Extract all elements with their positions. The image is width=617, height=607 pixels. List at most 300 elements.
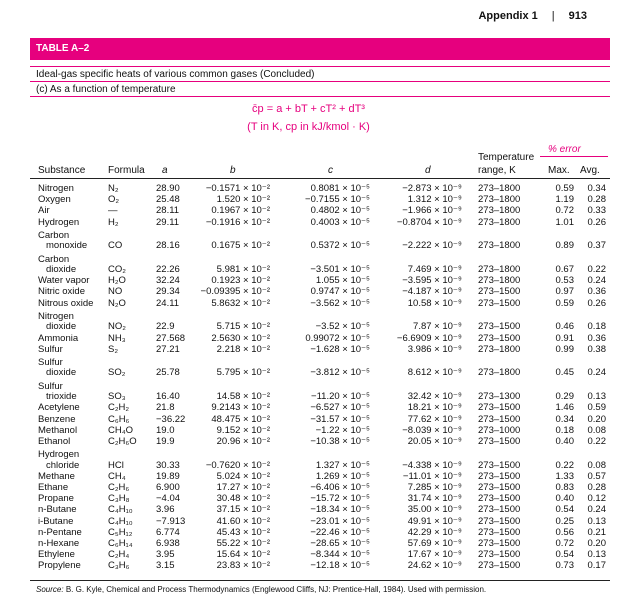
- table-row: [0, 402, 617, 414]
- max-error-cell: 0.89: [555, 240, 574, 252]
- temp-range-cell: 273–1800: [478, 240, 521, 252]
- max-error-cell: 0.22: [555, 459, 574, 471]
- substance-cell: Methanol: [38, 424, 78, 436]
- percent-error-underline: [540, 156, 608, 157]
- substance-cell: n-Hexane: [38, 538, 80, 549]
- coef-d-cell: 24.62 × 10⁻⁹: [407, 560, 462, 572]
- coef-b-cell: 14.58 × 10⁻²: [216, 391, 270, 403]
- temp-range-cell: 273–1500: [478, 493, 521, 505]
- table-row: [0, 471, 617, 483]
- coef-b-cell: 30.48 × 10⁻²: [216, 493, 270, 505]
- coef-c-cell: 1.055 × 10⁻⁵: [315, 275, 370, 287]
- coef-b-cell: 0.1923 × 10⁻²: [211, 275, 270, 287]
- formula-cell: C₂H₆: [108, 482, 130, 493]
- substance-cell: dioxide: [46, 367, 77, 379]
- coef-b-cell: 5.024 × 10⁻²: [216, 470, 270, 482]
- formula-cell: HCl: [108, 459, 124, 471]
- table-label: TABLE A–2: [36, 43, 90, 54]
- table-row: [0, 275, 617, 287]
- substance-cell: Sulfur: [38, 343, 63, 355]
- formula-cell: C₄H₁₀: [108, 515, 133, 527]
- coef-b-cell: 9.2143 × 10⁻²: [211, 402, 270, 414]
- coef-d-cell: 42.29 × 10⁻⁹: [407, 526, 462, 538]
- temp-range-cell: 273–1500: [478, 515, 521, 527]
- temp-range-cell: 273–1800: [478, 205, 521, 217]
- avg-error-cell: 0.37: [587, 240, 606, 252]
- avg-error-cell: 0.13: [587, 549, 606, 561]
- table-row: [0, 298, 617, 310]
- coef-a-cell: 29.34: [156, 286, 180, 298]
- substance-cell: Benzene: [38, 413, 76, 425]
- avg-error-cell: 0.28: [587, 194, 606, 206]
- max-error-cell: 0.97: [555, 286, 574, 298]
- coef-d-cell: 57.69 × 10⁻⁹: [407, 538, 462, 549]
- formula-cell: C₃H₈: [108, 493, 130, 505]
- col-a-header: a: [162, 165, 168, 176]
- substance-cell: Ethylene: [38, 549, 75, 561]
- formula-cell: C₅H₁₂: [108, 526, 133, 538]
- max-error-cell: 0.54: [555, 504, 574, 516]
- table-row: [0, 425, 617, 437]
- max-error-cell: 0.40: [555, 435, 574, 447]
- formula-cell: H₂O: [108, 275, 126, 287]
- coef-b-cell: 48.475 × 10⁻²: [211, 413, 270, 425]
- avg-error-cell: 0.08: [587, 459, 606, 471]
- coef-d-cell: 31.74 × 10⁻⁹: [407, 493, 462, 505]
- avg-error-cell: 0.26: [587, 216, 606, 228]
- formula-cell: CH₄O: [108, 424, 133, 436]
- coef-c-cell: −3.52 × 10⁻⁵: [315, 321, 370, 333]
- avg-error-cell: 0.36: [587, 332, 606, 344]
- substance-cell: Nitrogen: [38, 310, 74, 322]
- formula-cell: C₆H₆: [108, 413, 130, 425]
- formula-cell: NH₃: [108, 332, 126, 344]
- substance-cell: monoxide: [46, 240, 88, 252]
- coef-b-cell: 20.96 × 10⁻²: [216, 435, 270, 447]
- max-error-cell: 1.19: [555, 194, 574, 206]
- coef-a-cell: 3.95: [156, 549, 175, 561]
- formula-cell: C₂H₆O: [108, 435, 137, 447]
- max-error-cell: 0.46: [555, 321, 574, 333]
- coef-c-cell: −28.65 × 10⁻⁵: [310, 538, 370, 549]
- table-row: [0, 436, 617, 448]
- avg-error-cell: 0.28: [587, 482, 606, 493]
- table-row: [0, 538, 617, 550]
- table-label-bar: [30, 38, 610, 60]
- coef-b-cell: 23.83 × 10⁻²: [216, 560, 270, 572]
- table-row: [0, 264, 617, 276]
- coef-d-cell: 10.58 × 10⁻⁹: [407, 297, 462, 309]
- max-error-cell: 0.34: [555, 413, 574, 425]
- equation-units: (T in K, cp in kJ/kmol · K): [247, 121, 370, 133]
- coef-d-cell: −2.873 × 10⁻⁹: [402, 183, 462, 194]
- table-row: [0, 321, 617, 333]
- table-row: [0, 493, 617, 505]
- coef-d-cell: 49.91 × 10⁻⁹: [407, 515, 462, 527]
- coef-c-cell: −18.34 × 10⁻⁵: [310, 504, 370, 516]
- substance-cell: chloride: [46, 459, 80, 471]
- coef-a-cell: 32.24: [156, 275, 180, 287]
- coef-c-cell: −11.20 × 10⁻⁵: [311, 391, 370, 403]
- source-prefix: Source:: [36, 585, 64, 594]
- coef-d-cell: −11.01 × 10⁻⁹: [402, 470, 462, 482]
- substance-cell: Ammonia: [38, 332, 79, 344]
- coef-b-cell: 0.1967 × 10⁻²: [211, 205, 270, 217]
- coef-a-cell: 3.96: [156, 504, 175, 516]
- col-d-header: d: [425, 165, 431, 176]
- coef-a-cell: 27.21: [156, 343, 180, 355]
- divider-line: [30, 81, 610, 82]
- coef-b-cell: 9.152 × 10⁻²: [216, 424, 270, 436]
- max-error-cell: 0.59: [555, 183, 574, 194]
- max-error-cell: 1.46: [555, 402, 574, 414]
- avg-error-cell: 0.17: [587, 560, 606, 572]
- temp-range-cell: 273–1500: [478, 504, 521, 516]
- percent-error-header: % error: [548, 144, 581, 155]
- table-subtitle: (c) As a function of temperature: [36, 84, 176, 95]
- coef-a-cell: −4.04: [156, 493, 181, 505]
- table-row: [0, 527, 617, 539]
- max-error-cell: 0.59: [555, 297, 574, 309]
- col-b-header: b: [230, 165, 236, 176]
- substance-cell: Acetylene: [38, 402, 80, 414]
- coef-a-cell: 27.568: [156, 332, 186, 344]
- coef-b-cell: 17.27 × 10⁻²: [216, 482, 270, 493]
- coef-c-cell: 0.5372 × 10⁻⁵: [310, 240, 370, 252]
- coef-d-cell: 8.612 × 10⁻⁹: [407, 367, 462, 379]
- substance-cell: Carbon: [38, 253, 70, 265]
- temp-range-cell: 273–1500: [478, 286, 521, 298]
- coef-d-cell: 20.05 × 10⁻⁹: [407, 435, 462, 447]
- coef-a-cell: 22.26: [156, 264, 180, 275]
- divider-line: [30, 66, 610, 67]
- coef-c-cell: −0.7155 × 10⁻⁵: [305, 194, 370, 206]
- coef-d-cell: −0.8704 × 10⁻⁹: [396, 216, 462, 228]
- temp-range-cell: 273–1800: [478, 367, 521, 379]
- coef-c-cell: −3.812 × 10⁻⁵: [310, 367, 370, 379]
- table-row: [0, 344, 617, 356]
- table-row: [0, 549, 617, 561]
- equation: c̄p = a + bT + cT² + dT³: [252, 103, 365, 115]
- table-row: [0, 516, 617, 528]
- table-title: Ideal-gas specific heats of various common gases (Concluded): [36, 69, 315, 80]
- coef-d-cell: 7.469 × 10⁻⁹: [407, 264, 462, 275]
- col-range-header-1: Temperature: [478, 152, 535, 163]
- coef-b-cell: 41.60 × 10⁻²: [216, 515, 270, 527]
- table-row: [0, 333, 617, 345]
- coef-d-cell: 1.312 × 10⁻⁹: [407, 194, 462, 206]
- formula-cell: CO: [108, 240, 123, 252]
- coef-a-cell: 22.9: [156, 321, 175, 333]
- coef-b-cell: 2.218 × 10⁻²: [216, 343, 270, 355]
- coef-a-cell: 28.11: [156, 205, 180, 217]
- max-error-cell: 0.72: [555, 538, 574, 549]
- substance-cell: Water vapor: [38, 275, 90, 287]
- max-error-cell: 0.53: [555, 275, 574, 287]
- temp-range-cell: 273–1500: [478, 321, 521, 333]
- max-error-cell: 0.73: [555, 560, 574, 572]
- substance-cell: n-Butane: [38, 504, 77, 516]
- coef-c-cell: −3.562 × 10⁻⁵: [310, 297, 370, 309]
- max-error-cell: 0.99: [555, 343, 574, 355]
- coef-a-cell: 25.78: [156, 367, 180, 379]
- avg-error-cell: 0.57: [587, 470, 606, 482]
- coef-c-cell: 1.269 × 10⁻⁵: [315, 470, 370, 482]
- avg-error-cell: 0.24: [587, 504, 606, 516]
- substance-cell: Sulfur: [38, 356, 63, 368]
- avg-error-cell: 0.20: [587, 538, 606, 549]
- temp-range-cell: 273–1500: [478, 402, 521, 414]
- formula-cell: C₃H₆: [108, 560, 130, 572]
- formula-cell: NO₂: [108, 321, 126, 333]
- max-error-cell: 0.56: [555, 526, 574, 538]
- substance-cell: Hydrogen: [38, 216, 80, 228]
- avg-error-cell: 0.22: [587, 435, 606, 447]
- temp-range-cell: 273–1800: [478, 216, 521, 228]
- temp-range-cell: 273–1500: [478, 332, 521, 344]
- coef-a-cell: 21.8: [156, 402, 175, 414]
- source-note: [36, 585, 486, 594]
- table-row: [0, 367, 617, 379]
- temp-range-cell: 273–1500: [478, 538, 521, 549]
- source-text: B. G. Kyle, Chemical and Process Thermodynamics (Englewood Cliffs, NJ: Prentice-Hall, 1984). Used with permission.: [65, 585, 487, 594]
- table-row: [0, 504, 617, 516]
- temp-range-cell: 273–1500: [478, 560, 521, 572]
- col-c-header: c: [328, 165, 333, 176]
- table-row: [0, 460, 617, 472]
- temp-range-cell: 273–1500: [478, 435, 521, 447]
- coef-c-cell: −1.22 × 10⁻⁵: [315, 424, 370, 436]
- temp-range-cell: 273–1500: [478, 297, 521, 309]
- avg-error-cell: 0.59: [587, 402, 606, 414]
- coef-d-cell: 7.87 × 10⁻⁹: [413, 321, 462, 333]
- header-separator: |: [551, 10, 555, 22]
- col-substance-header: Substance: [38, 165, 86, 176]
- coef-b-cell: −0.7620 × 10⁻²: [205, 459, 270, 471]
- coef-a-cell: 24.11: [156, 297, 180, 309]
- substance-cell: Air: [38, 205, 50, 217]
- substance-cell: Methane: [38, 470, 75, 482]
- coef-d-cell: 77.62 × 10⁻⁹: [407, 413, 462, 425]
- coef-b-cell: −0.1916 × 10⁻²: [205, 216, 270, 228]
- formula-cell: SO₂: [108, 367, 126, 379]
- avg-error-cell: 0.26: [587, 297, 606, 309]
- table-row: [0, 205, 617, 217]
- coef-c-cell: 0.4802 × 10⁻⁵: [310, 205, 370, 217]
- substance-cell: Hydrogen: [38, 449, 80, 461]
- avg-error-cell: 0.36: [587, 286, 606, 298]
- coef-a-cell: 25.48: [156, 194, 180, 206]
- col-range-header-2: range, K: [478, 165, 516, 176]
- coef-c-cell: −6.406 × 10⁻⁵: [310, 482, 370, 493]
- coef-a-cell: 3.15: [156, 560, 175, 572]
- formula-cell: C₂H₂: [108, 402, 130, 414]
- coef-a-cell: 19.0: [156, 424, 175, 436]
- max-error-cell: 0.25: [555, 515, 574, 527]
- coef-c-cell: 0.9747 × 10⁻⁵: [310, 286, 370, 298]
- substance-cell: Nitrogen: [38, 183, 74, 194]
- divider-line: [30, 96, 610, 97]
- coef-b-cell: 0.1675 × 10⁻²: [211, 240, 270, 252]
- footer-rule: [30, 580, 610, 581]
- temp-range-cell: 273–1800: [478, 183, 521, 194]
- coef-a-cell: 28.90: [156, 183, 180, 194]
- max-error-cell: 0.45: [555, 367, 574, 379]
- max-error-cell: 0.83: [555, 482, 574, 493]
- avg-error-cell: 0.22: [587, 264, 606, 275]
- col-formula-header: Formula: [108, 165, 145, 176]
- temp-range-cell: 273–1500: [478, 549, 521, 561]
- formula-cell: C₄H₁₀: [108, 504, 133, 516]
- coef-b-cell: −0.1571 × 10⁻²: [205, 183, 270, 194]
- coef-c-cell: −15.72 × 10⁻⁵: [310, 493, 370, 505]
- max-error-cell: 0.91: [555, 332, 574, 344]
- coef-d-cell: 18.21 × 10⁻⁹: [407, 402, 462, 414]
- coef-c-cell: −3.501 × 10⁻⁵: [310, 264, 370, 275]
- coef-d-cell: 32.42 × 10⁻⁹: [407, 391, 462, 403]
- coef-d-cell: 7.285 × 10⁻⁹: [407, 482, 462, 493]
- formula-cell: SO₃: [108, 391, 126, 403]
- substance-cell: Sulfur: [38, 380, 63, 392]
- substance-cell: Propylene: [38, 560, 81, 572]
- avg-error-cell: 0.08: [587, 424, 606, 436]
- coef-a-cell: 29.11: [156, 216, 180, 228]
- coef-a-cell: 19.9: [156, 435, 175, 447]
- temp-range-cell: 273–1800: [478, 264, 521, 275]
- max-error-cell: 1.33: [555, 470, 574, 482]
- temp-range-cell: 273–1500: [478, 470, 521, 482]
- substance-cell: trioxide: [46, 391, 77, 403]
- coef-b-cell: 2.5630 × 10⁻²: [211, 332, 270, 344]
- section-label: Appendix 1: [478, 10, 538, 22]
- table-row: [0, 560, 617, 572]
- coef-d-cell: −6.6909 × 10⁻⁹: [396, 332, 462, 344]
- coef-b-cell: 37.15 × 10⁻²: [216, 504, 270, 516]
- formula-cell: NO: [108, 286, 123, 298]
- max-error-cell: 1.01: [555, 216, 574, 228]
- coef-b-cell: 45.43 × 10⁻²: [216, 526, 270, 538]
- temp-range-cell: 273–1000: [478, 424, 521, 436]
- coef-c-cell: −1.628 × 10⁻⁵: [310, 343, 370, 355]
- col-avg-header: Avg.: [580, 165, 600, 176]
- substance-cell: dioxide: [46, 321, 77, 333]
- substance-cell: n-Pentane: [38, 526, 82, 538]
- coef-b-cell: 5.8632 × 10⁻²: [211, 297, 270, 309]
- formula-cell: C₂H₄: [108, 549, 130, 561]
- coef-d-cell: 17.67 × 10⁻⁹: [407, 549, 462, 561]
- formula-cell: CO₂: [108, 264, 126, 275]
- substance-cell: Oxygen: [38, 194, 71, 206]
- coef-c-cell: −23.01 × 10⁻⁵: [310, 515, 370, 527]
- avg-error-cell: 0.18: [587, 321, 606, 333]
- table-row: [0, 482, 617, 494]
- avg-error-cell: 0.34: [587, 183, 606, 194]
- coef-a-cell: 28.16: [156, 240, 180, 252]
- coef-b-cell: 1.520 × 10⁻²: [216, 194, 270, 206]
- coef-a-cell: −36.22: [156, 413, 186, 425]
- coef-b-cell: 5.715 × 10⁻²: [216, 321, 270, 333]
- coef-b-cell: 5.795 × 10⁻²: [216, 367, 270, 379]
- avg-error-cell: 0.21: [587, 526, 606, 538]
- max-error-cell: 0.67: [555, 264, 574, 275]
- max-error-cell: 0.54: [555, 549, 574, 561]
- substance-cell: Ethanol: [38, 435, 71, 447]
- substance-cell: i-Butane: [38, 515, 74, 527]
- coef-d-cell: 35.00 × 10⁻⁹: [407, 504, 462, 516]
- avg-error-cell: 0.38: [587, 343, 606, 355]
- avg-error-cell: 0.33: [587, 205, 606, 217]
- temp-range-cell: 273–1500: [478, 413, 521, 425]
- coef-a-cell: −7.913: [156, 515, 186, 527]
- coef-c-cell: 0.4003 × 10⁻⁵: [310, 216, 370, 228]
- coef-a-cell: 30.33: [156, 459, 180, 471]
- coef-c-cell: −12.18 × 10⁻⁵: [310, 560, 370, 572]
- substance-cell: Carbon: [38, 229, 70, 241]
- coef-b-cell: −0.09395 × 10⁻²: [200, 286, 270, 298]
- temp-range-cell: 273–1300: [478, 391, 521, 403]
- table-row: [0, 414, 617, 426]
- temp-range-cell: 273–1800: [478, 343, 521, 355]
- header-rule: [30, 178, 610, 179]
- coef-c-cell: −6.527 × 10⁻⁵: [310, 402, 370, 414]
- coef-d-cell: −8.039 × 10⁻⁹: [402, 424, 462, 436]
- max-error-cell: 0.29: [555, 391, 574, 403]
- coef-d-cell: −3.595 × 10⁻⁹: [402, 275, 462, 287]
- coef-c-cell: −22.46 × 10⁻⁵: [310, 526, 370, 538]
- coef-a-cell: 19.89: [156, 470, 180, 482]
- coef-c-cell: 1.327 × 10⁻⁵: [315, 459, 370, 471]
- coef-c-cell: −31.57 × 10⁻⁵: [310, 413, 370, 425]
- table-row: [0, 217, 617, 229]
- coef-d-cell: 3.986 × 10⁻⁹: [407, 343, 462, 355]
- coef-b-cell: 55.22 × 10⁻²: [216, 538, 270, 549]
- substance-cell: Nitric oxide: [38, 286, 85, 298]
- max-error-cell: 0.40: [555, 493, 574, 505]
- coef-a-cell: 16.40: [156, 391, 180, 403]
- substance-cell: Propane: [38, 493, 74, 505]
- table-row: [0, 391, 617, 403]
- avg-error-cell: 0.20: [587, 413, 606, 425]
- coef-b-cell: 15.64 × 10⁻²: [216, 549, 270, 561]
- max-error-cell: 0.18: [555, 424, 574, 436]
- temp-range-cell: 273–1800: [478, 275, 521, 287]
- coef-d-cell: −4.338 × 10⁻⁹: [402, 459, 462, 471]
- formula-cell: N₂: [108, 183, 119, 194]
- coef-a-cell: 6.900: [156, 482, 180, 493]
- coef-c-cell: −10.38 × 10⁻⁵: [310, 435, 370, 447]
- avg-error-cell: 0.24: [587, 275, 606, 287]
- max-error-cell: 0.72: [555, 205, 574, 217]
- coef-d-cell: −1.966 × 10⁻⁹: [402, 205, 462, 217]
- coef-b-cell: 5.981 × 10⁻²: [216, 264, 270, 275]
- coef-a-cell: 6.774: [156, 526, 180, 538]
- formula-cell: N₂O: [108, 297, 126, 309]
- avg-error-cell: 0.12: [587, 493, 606, 505]
- col-max-header: Max.: [548, 165, 570, 176]
- page-number: 913: [568, 10, 587, 22]
- avg-error-cell: 0.13: [587, 391, 606, 403]
- temp-range-cell: 273–1500: [478, 459, 521, 471]
- formula-cell: CH₄: [108, 470, 126, 482]
- substance-cell: dioxide: [46, 264, 77, 275]
- avg-error-cell: 0.13: [587, 515, 606, 527]
- table-row: [0, 286, 617, 298]
- formula-cell: C₆H₁₄: [108, 538, 133, 549]
- formula-cell: S₂: [108, 343, 119, 355]
- coef-d-cell: −4.187 × 10⁻⁹: [402, 286, 462, 298]
- temp-range-cell: 273–1500: [478, 482, 521, 493]
- table-row: [0, 240, 617, 252]
